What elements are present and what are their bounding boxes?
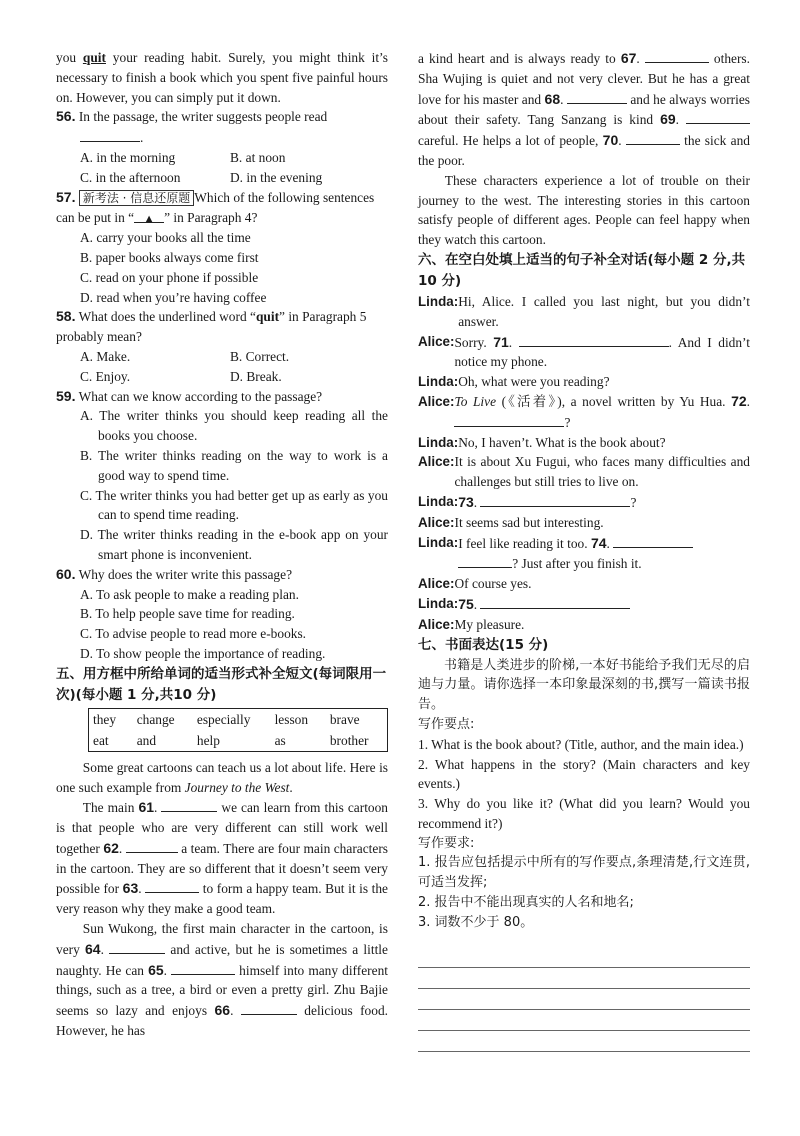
question-tag: 新考法 · 信息还原题 (79, 190, 194, 206)
writing-line[interactable] (418, 968, 750, 989)
requirement-3: 3. 词数不少于 80。 (418, 914, 534, 930)
blank-71[interactable] (519, 332, 669, 347)
writing-line[interactable] (418, 1010, 750, 1031)
question-56: 56. In the passage, the writer suggests people read . A. in the morning B. at noon C. in the afternoon D. in the evening (56, 108, 328, 185)
blank-74b[interactable] (458, 553, 512, 568)
question-60: 60. Why does the writer write this passage? A. To ask people to make a reading plan. B. To help people save time for reading. C. To advise people to read more e-books. D. To show people the importance of reading. (56, 565, 326, 661)
blank-65[interactable] (171, 960, 235, 975)
writing-line[interactable] (418, 1031, 750, 1052)
cloze-paragraph-1: Some great cartoons can teach us a lot about life. Here is one such example from Journey to the West. (56, 759, 388, 795)
cloze-paragraph-4: These characters experience a lot of trouble on their journey to the west. The interesting stories in this cartoon satisfy people of different ages. People can feel happy when they watch this cartoon. (418, 172, 750, 248)
passage-ending: you quit your reading habit. Surely, you might think it’s necessary to finish a book which you spent five painful hours on. However, you can simply put it down. (56, 50, 388, 105)
blank-63[interactable] (145, 878, 199, 893)
answer-blank[interactable] (80, 127, 140, 142)
blank-72[interactable] (454, 412, 564, 427)
blank-62[interactable] (126, 838, 178, 853)
triangle-icon: ▲ (143, 213, 155, 226)
left-column (56, 48, 388, 1041)
writing-line[interactable] (418, 989, 750, 1010)
points-title: 写作要点: (418, 716, 475, 732)
requirements-title: 写作要求: (418, 835, 475, 851)
section-5-heading: 五、用方框中所给单词的适当形式补全短文(每词限用一次)(每小题 1 分,共10 分) (56, 665, 387, 703)
blank-66[interactable] (241, 1000, 297, 1015)
cloze-paragraph-2: The main 61. we can learn from this cartoon is that people who are very different can still work well together 62. a team. There are four main characters in the cartoon. They are so different that it doesn’t seem very possible for 63. to form a happy team. But it is the very reason why they make a good team. (56, 799, 388, 917)
requirement-1: 1. 报告应包括提示中所有的写作要点,条理清楚,行文连贯,可适当发挥; (418, 855, 750, 891)
blank-74a[interactable] (613, 533, 693, 548)
point-1: 1. What is the book about? (Title, author, and the main idea.) (418, 736, 744, 752)
question-57: 57. 新考法 · 信息还原题 Which of the following sentences can be put in “ ▲ ” in Paragraph 4? A. carry your books all the time B. paper books always come first C. read on your phone if possible D. read when you’re having coffee (56, 188, 375, 305)
point-3: 3. Why do you like it? (What did you learn? Would you recommend it?) (418, 796, 750, 831)
right-column (418, 48, 750, 1052)
blank-67[interactable] (645, 48, 709, 63)
cloze-paragraph-3: Sun Wukong, the first main character in the cartoon, is very 64. and active, but he is sometimes a little naughty. He can 65. himself into many different things, such as a tree, a bird or even a pretty girl. Zhu Bajie seems so lazy and enjoys 66. delicious food. However, he has (56, 921, 388, 1039)
question-58: 58. What does the underlined word “quit” in Paragraph 5 probably mean? A. Make. B. Correct. C. Enjoy. D. Break. (56, 308, 367, 384)
blank-73[interactable] (480, 492, 630, 507)
dialogue: Linda: Hi, Alice. I called you last night, but you didn’t answer. Alice: Sorry. 71. . And I didn’t notice my phone. Linda: Oh, what were you reading? Alice: To Live (《活着》), a novel written by Yu Hua. 72. ? Linda: No, I haven’t. What is the book about? Alice: It is about Xu Fugui, who faces many difficulties and challenges but still tries to live on. Linda: 73. ? Alice: It seems sad but interesting. Linda: I feel like reading it too. 74. ? Just after you finish it. Alice: Of course yes. Linda: 75. Alice: My pleasure. (418, 293, 750, 632)
blank-61[interactable] (161, 797, 217, 812)
writing-prompt: 书籍是人类进步的阶梯,一本好书能给予我们无尽的启迪与力量。请你选择一本印象最深刻的书,撰写一篇读书报告。 (418, 657, 750, 713)
blank-68[interactable] (567, 89, 627, 104)
blank-64[interactable] (109, 939, 165, 954)
word-box: they change especially lesson brave eat and help as brother (88, 708, 388, 752)
blank-69[interactable] (686, 109, 750, 124)
section-7-heading: 七、书面表达(15 分) (418, 636, 549, 653)
writing-lines[interactable] (418, 947, 750, 1052)
requirement-2: 2. 报告中不能出现真实的人名和地名; (418, 895, 634, 911)
cloze-paragraph-3-cont: a kind heart and is always ready to 67. others. Sha Wujing is quiet and not very clever. But he has a great love for his master and 68. and he always worries about their safety. Tang Sanzang is kind 69. careful. He helps a lot of people, 70. the sick and the poor. (418, 50, 750, 168)
question-59: 59. What can we know according to the passage? A. The writer thinks you should keep reading all the books you choose. B. The writer thinks reading on the way to work is a good way to spend time. C. The writer thinks you had better get up as early as you can to spend time reading. D. The writer thinks reading in the e-book app on your smart phone is inconvenient. (56, 387, 388, 562)
section-6-heading: 六、在空白处填上适当的句子补全对话(每小题 2 分,共10 分) (418, 251, 746, 289)
writing-line[interactable] (418, 947, 750, 968)
blank-75[interactable] (480, 594, 630, 609)
blank-70[interactable] (626, 130, 680, 145)
point-2: 2. What happens in the story? (Main characters and key events.) (418, 756, 750, 792)
